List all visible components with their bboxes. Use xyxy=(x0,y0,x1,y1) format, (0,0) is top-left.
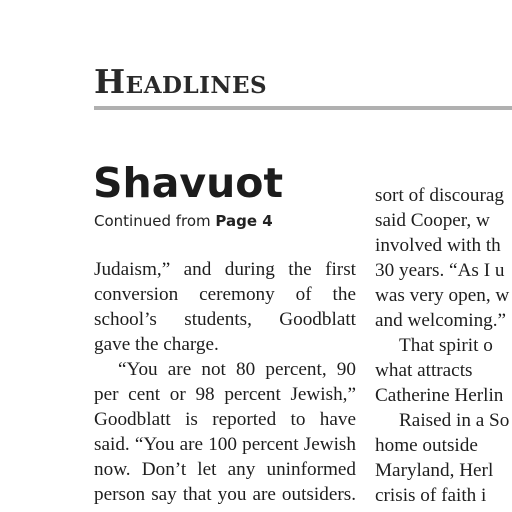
column-line: now. Don’t let any uninformed xyxy=(94,459,356,480)
column-line: That spirit o xyxy=(399,335,493,356)
column-line: gave the charge. xyxy=(94,334,219,355)
column-line: Catherine Herlin xyxy=(375,385,504,406)
section-heading: Headlines xyxy=(94,62,268,101)
continued-page: Page 4 xyxy=(215,212,273,230)
article-column-left xyxy=(94,257,356,507)
column-line: per cent or 98 percent Jewish,” xyxy=(94,384,356,405)
column-line: Raised in a So xyxy=(399,410,510,431)
column-line: was very open, w xyxy=(375,285,510,306)
column-line: sort of discourag xyxy=(375,185,504,206)
continued-prefix: Continued from xyxy=(94,212,216,230)
column-line: crisis of faith i xyxy=(375,485,487,506)
column-line: conversion ceremony of the xyxy=(94,284,356,305)
column-line: Maryland, Herl xyxy=(375,460,494,481)
article-column-right xyxy=(375,183,512,508)
column-line: what attracts xyxy=(375,360,473,381)
column-line: said Cooper, w xyxy=(375,210,490,231)
column-line: 30 years. “As I u xyxy=(375,260,505,281)
column-line: Judaism,” and during the first xyxy=(94,259,356,280)
column-line: and welcoming.” xyxy=(375,310,507,331)
column-line: person say that you are outsiders. xyxy=(94,484,356,505)
column-line: home outside xyxy=(375,435,478,456)
continued-from xyxy=(94,210,273,232)
column-line: said. “You are 100 percent Jewish xyxy=(94,434,356,455)
column-line: “You are not 80 percent, 90 xyxy=(118,359,356,380)
column-line: school’s students, Goodblatt xyxy=(94,309,356,330)
column-line: Goodblatt is reported to have xyxy=(94,409,356,430)
section-divider xyxy=(94,106,512,110)
column-line: involved with th xyxy=(375,235,501,256)
article-title: Shavuot xyxy=(93,159,284,207)
